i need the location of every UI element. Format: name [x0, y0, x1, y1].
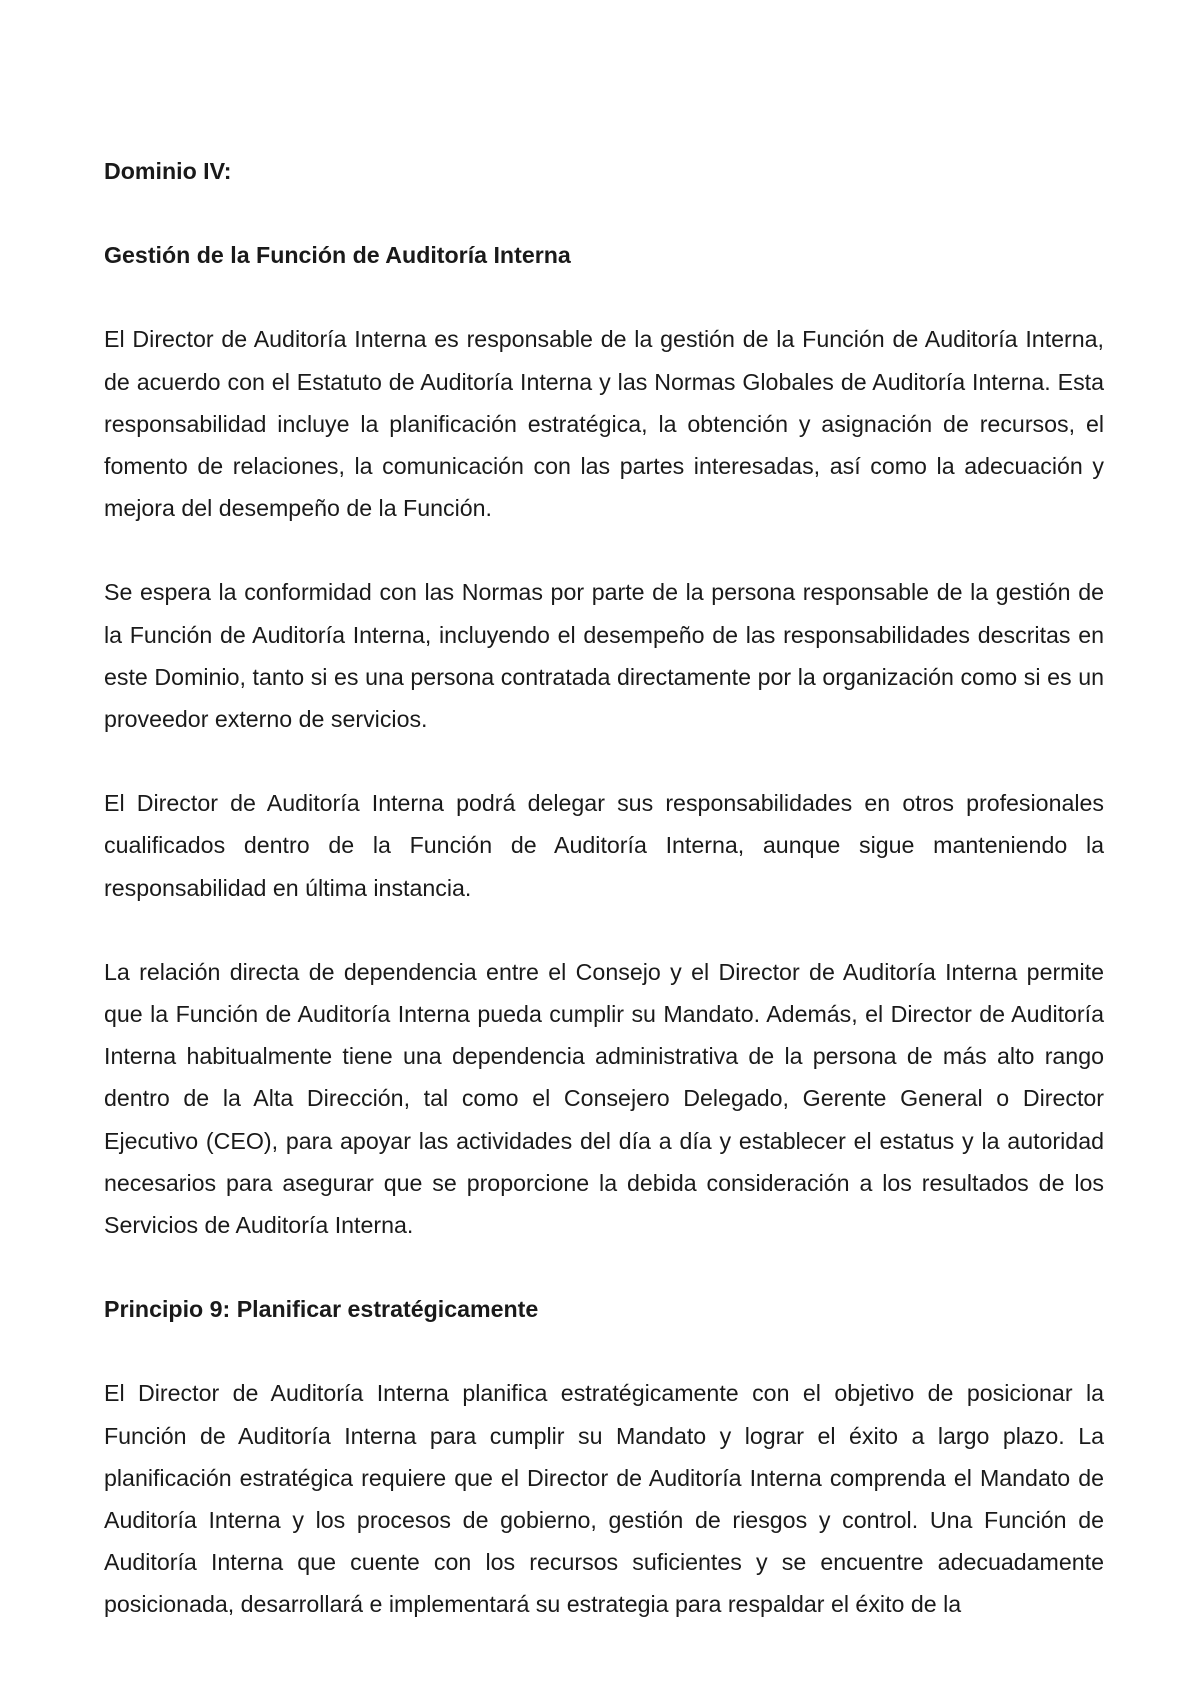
paragraph-reporting-relationship: La relación directa de dependencia entre el Consejo y el Director de Auditoría Interna permite que la Función de Auditoría Interna pueda cumplir su Mandato. Además, el Director de Auditoría Interna habitualmente tiene una dependencia administrativa de la persona de más alto rango dentro de la Alta Dirección, tal como el Consejero Delegado, Gerente General o Director Ejecutivo (CEO), para apoyar las actividades del día a día y establecer el estatus y la autoridad necesarios para asegurar que se proporcione la debida consideración a los resultados de los Servicios de Auditoría Interna. [104, 958, 1104, 1239]
paragraph-responsibility: El Director de Auditoría Interna es responsable de la gestión de la Función de Auditoría Interna, de acuerdo con el Estatuto de Auditoría Interna y las Normas Globales de Auditoría Interna. Esta responsabilidad incluye la planificación estratégica, la obtención y asignación de recursos, el fomento de relaciones, la comunicación con las partes interesadas, así como la adecuación y mejora del desempeño de la Función. [104, 326, 1104, 522]
principle-heading: Principio 9: Planificar estratégicamente [104, 1296, 539, 1323]
domain-heading: Dominio IV: [104, 158, 232, 184]
section-heading: Gestión de la Función de Auditoría Interna [104, 242, 571, 269]
document-page [104, 150, 1104, 1626]
paragraph-delegation: El Director de Auditoría Interna podrá delegar sus responsabilidades en otros profesionales cualificados dentro de la Función de Auditoría Interna, aunque sigue manteniendo la responsabilidad en última instancia. [104, 790, 1104, 901]
paragraph-strategic-planning: El Director de Auditoría Interna planifica estratégicamente con el objetivo de posicionar la Función de Auditoría Interna para cumplir su Mandato y lograr el éxito a largo plazo. La planificación estratégica requiere que el Director de Auditoría Interna comprenda el Mandato de Auditoría Interna y los procesos de gobierno, gestión de riesgos y control. Una Función de Auditoría Interna que cuente con los recursos suficientes y se encuentre adecuadamente posicionada, desarrollará e implementará su estrategia para respaldar el éxito de la [104, 1380, 1104, 1618]
paragraph-conformity: Se espera la conformidad con las Normas por parte de la persona responsable de la gestión de la Función de Auditoría Interna, incluyendo el desempeño de las responsabilidades descritas en este Dominio, tanto si es una persona contratada directamente por la organización como si es un proveedor externo de servicios. [104, 579, 1104, 733]
